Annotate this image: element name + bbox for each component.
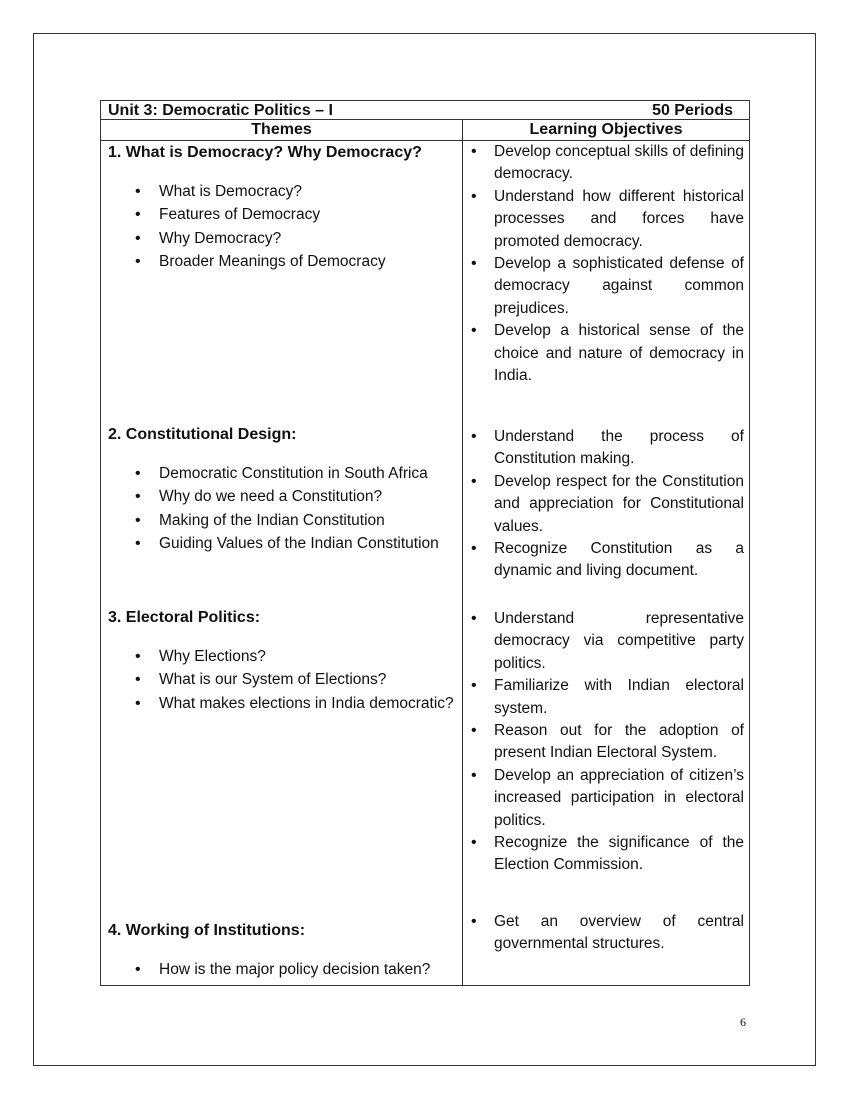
unit-title: Unit 3: Democratic Politics – I [108, 102, 333, 119]
objective-item: • Recognize the significance of the Election Commission. [464, 832, 744, 877]
page-number: 6 [740, 1015, 746, 1029]
subtopic-list [108, 958, 458, 981]
subtopic-item: • Guiding Values of the Indian Constitution [108, 532, 458, 555]
objective-item: • Recognize Constitution as a dynamic and living document. [464, 538, 744, 583]
column-divider [462, 120, 463, 985]
theme-title: 2. Constitutional Design: [108, 426, 297, 443]
objective-item: • Develop an appreciation of citizen’s increased participation in electoral politics. [464, 765, 744, 832]
unit-header-row [101, 101, 749, 120]
objective-item: • Develop respect for the Constitution and appreciation for Constitutional values. [464, 471, 744, 538]
theme-section-3 [108, 607, 458, 715]
subtopic-item: • What is our System of Elections? [108, 668, 458, 691]
objective-item: • Understand representative democracy via competitive party politics. [464, 608, 744, 675]
objective-item: • Get an overview of central governmental structures. [464, 911, 744, 956]
theme-section-4 [108, 920, 458, 981]
column-header-row [101, 120, 749, 141]
objective-item: • Develop a historical sense of the choice and nature of democracy in India. [464, 320, 744, 387]
theme-title: 4. Working of Institutions: [108, 922, 306, 939]
subtopic-item: • Making of the Indian Constitution [108, 509, 458, 532]
objectives-list-4 [464, 911, 744, 956]
subtopic-item: • Why Elections? [108, 645, 458, 668]
subtopic-item: • Why Democracy? [108, 227, 458, 250]
objectives-list-3 [464, 608, 744, 877]
subtopic-list [108, 462, 458, 555]
curriculum-table [100, 100, 750, 986]
subtopic-item: • Features of Democracy [108, 203, 458, 226]
theme-section-1 [108, 142, 458, 273]
theme-title: 1. What is Democracy? Why Democracy? [108, 144, 422, 161]
subtopic-item: • How is the major policy decision taken? [108, 958, 458, 981]
subtopic-item: • Broader Meanings of Democracy [108, 250, 458, 273]
subtopic-item: • Democratic Constitution in South Africa [108, 462, 458, 485]
objectives-list-1 [464, 141, 744, 387]
periods-count: 50 Periods [652, 102, 733, 119]
objectives-column-header: Learning Objectives [529, 121, 683, 138]
objective-item: • Familiarize with Indian electoral system. [464, 675, 744, 720]
subtopic-list [108, 645, 458, 715]
objective-item: • Develop a sophisticated defense of democracy against common prejudices. [464, 253, 744, 320]
themes-column-header: Themes [251, 121, 312, 138]
subtopic-item: • What makes elections in India democratic? [108, 692, 458, 715]
objective-item: • Develop conceptual skills of defining democracy. [464, 141, 744, 186]
theme-section-2 [108, 424, 458, 555]
subtopic-list [108, 180, 458, 273]
subtopic-item: • Why do we need a Constitution? [108, 485, 458, 508]
objective-item: • Reason out for the adoption of present Indian Electoral System. [464, 720, 744, 765]
objective-item: • Understand how different historical processes and forces have promoted democracy. [464, 186, 744, 253]
theme-title: 3. Electoral Politics: [108, 609, 261, 626]
objective-item: • Understand the process of Constitution making. [464, 426, 744, 471]
subtopic-item: • What is Democracy? [108, 180, 458, 203]
objectives-list-2 [464, 426, 744, 583]
